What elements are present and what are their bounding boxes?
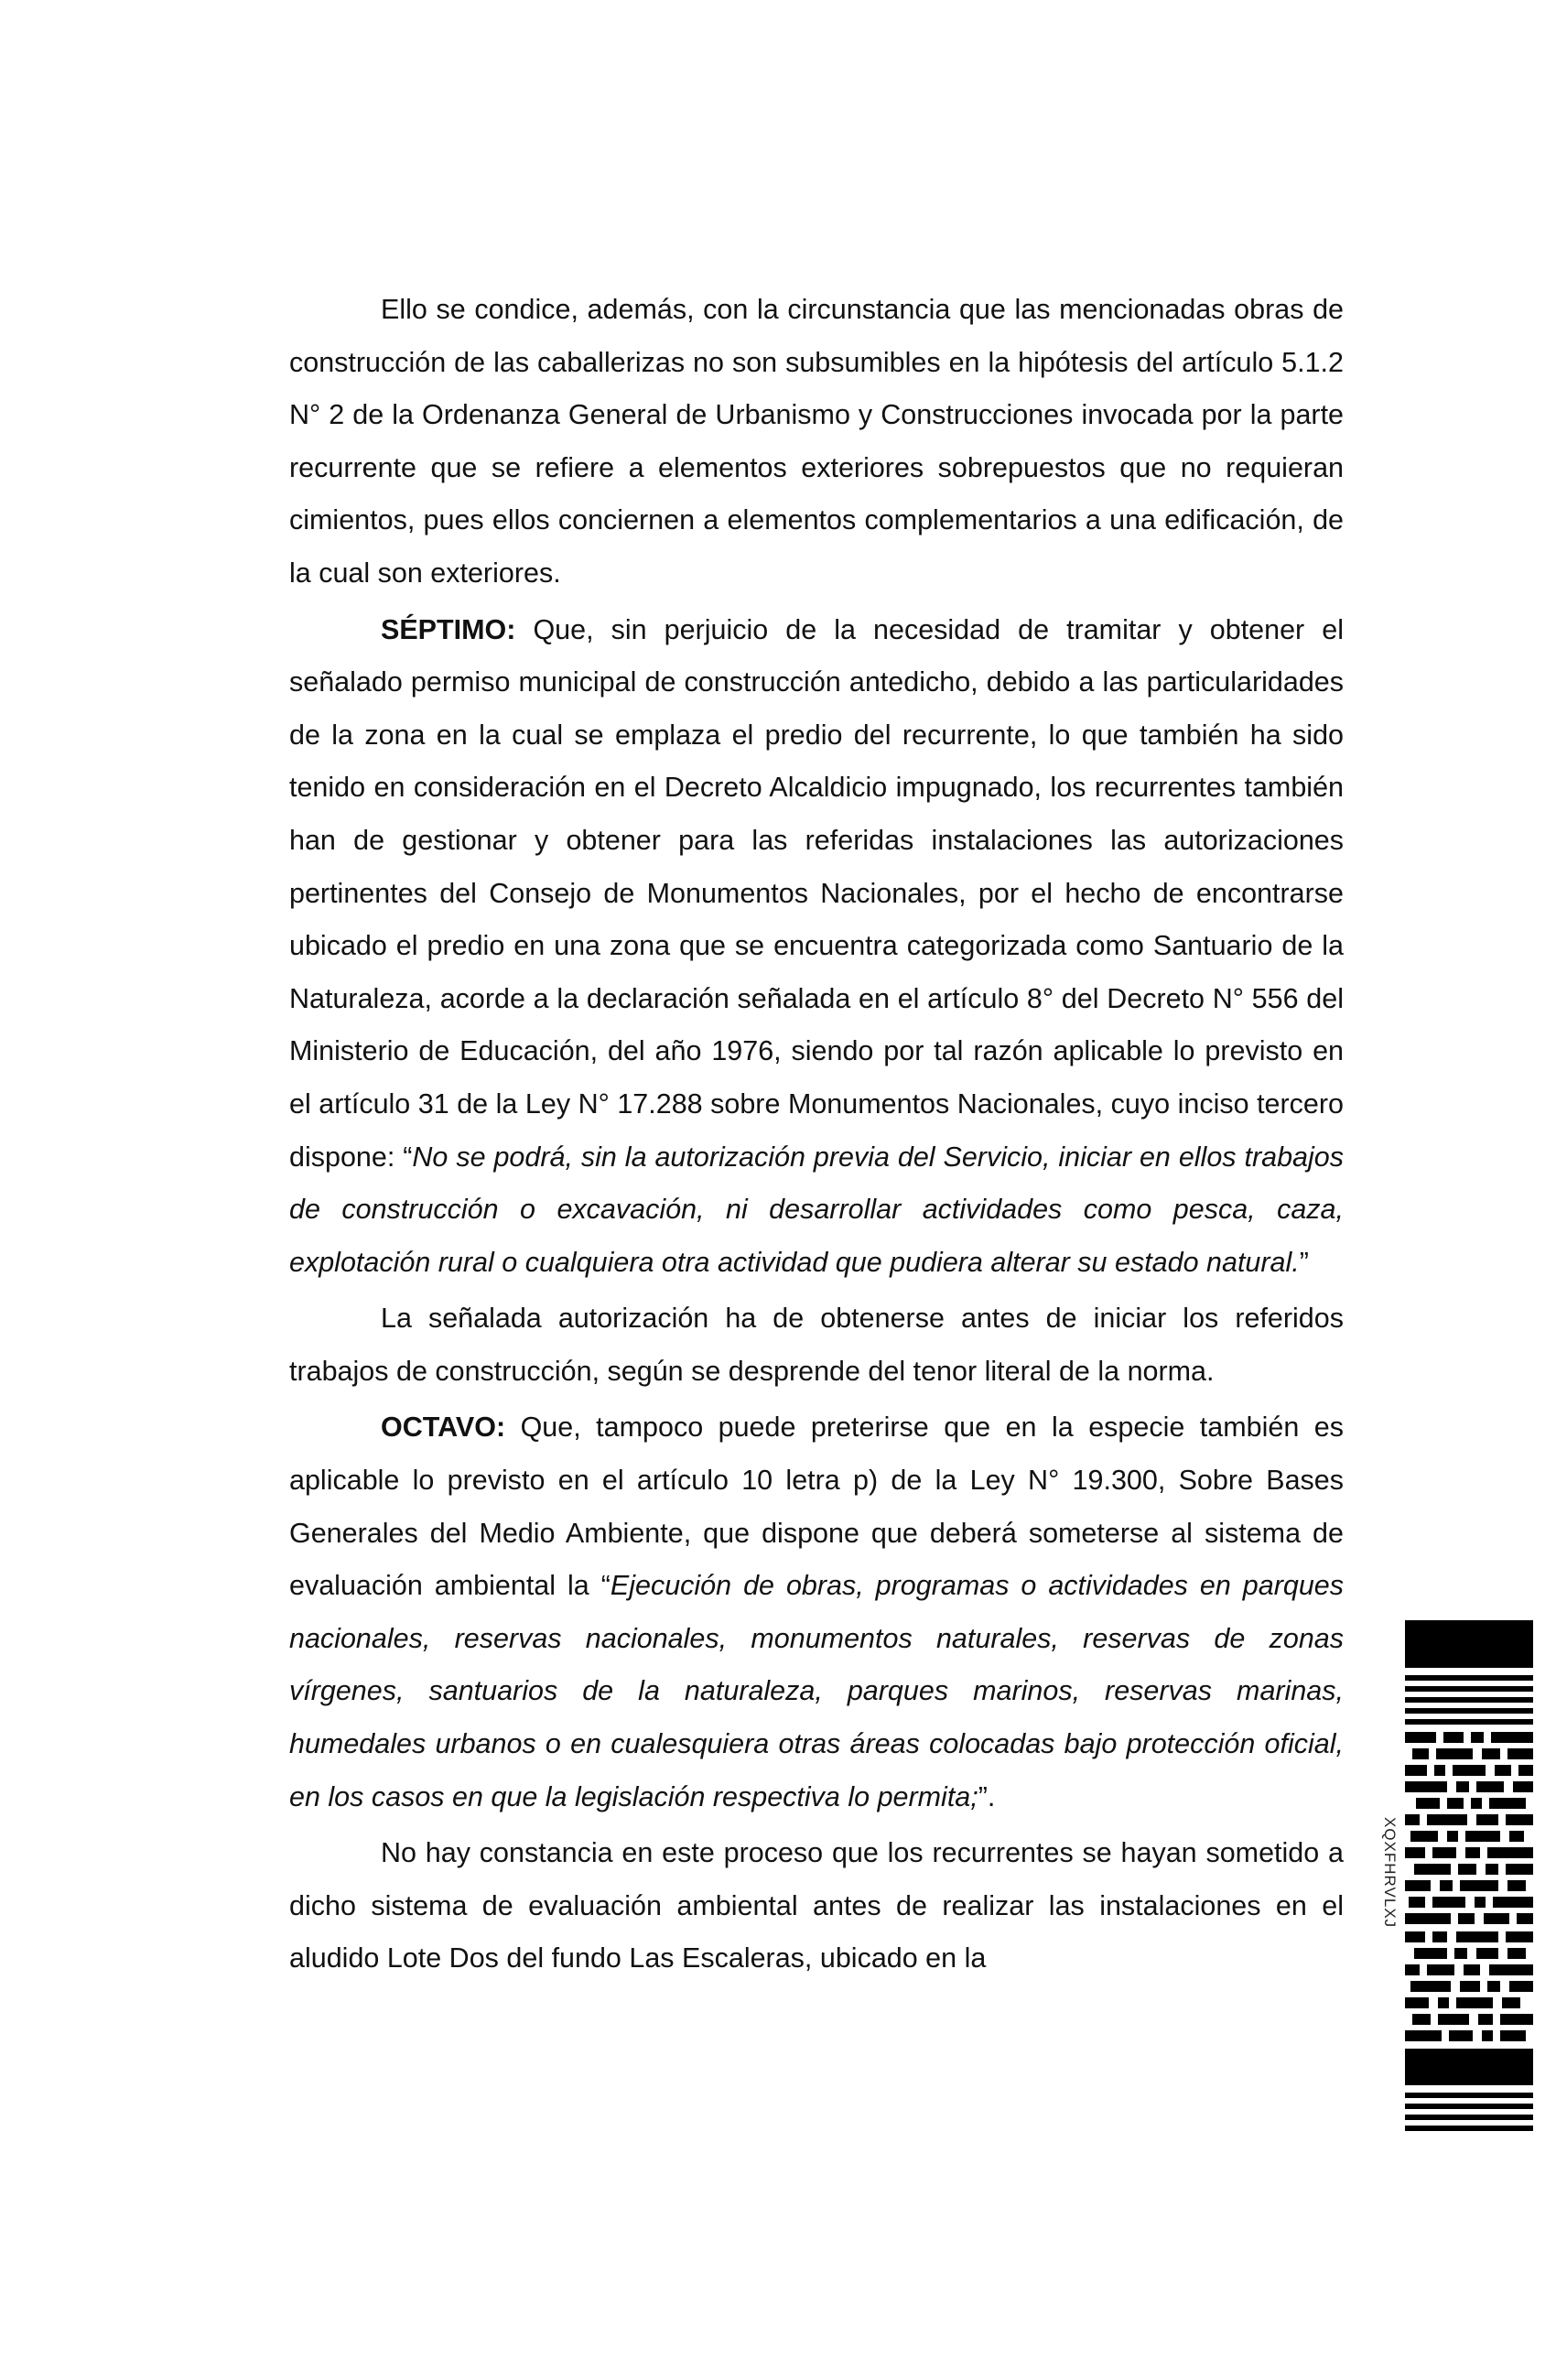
closing-quote: ” — [1299, 1246, 1309, 1278]
document-body — [289, 284, 1344, 1985]
paragraph-text: Que, sin perjuicio de la necesidad de tramitar y obtener el señalado permiso municipal de construcción antedicho, debido a las particularidades de la zona en la cual se emplaza el predio del recurrente, lo que también ha sido tenido en consideración en el Decreto Alcaldicio impugnado, los recurrentes también han de gestionar y obtener para las referidas instalaciones las autorizaciones pertinentes del Consejo de Monumentos Nacionales, por el hecho de encontrarse ubicado el predio en una zona que se encuentra categorizada como Santuario de la Naturaleza, acorde a la declaración señalada en el artículo 8° del Decreto N° 556 del Ministerio de Educación, del año 1976, siendo por tal razón aplicable lo previsto en el artículo 31 de la Ley N° 17.288 sobre Monumentos Nacionales, cuyo inciso tercero dispone: “ — [289, 613, 1344, 1173]
quoted-law-text: Ejecución de obras, programas o actividades en parques nacionales, reservas nacionales, monumentos naturales, reservas de zonas vírgenes, santuarios de la naturaleza, parques marinos, reservas marinas, humedales urbanos o en cualesquiera otras áreas colocadas bajo protección oficial, en los casos en que la legislación respectiva lo permita; — [289, 1570, 1344, 1812]
paragraph-5 — [289, 1827, 1344, 1985]
closing-quote: ”. — [978, 1780, 996, 1812]
barcode-graphic — [1405, 1620, 1533, 2133]
paragraph-3 — [289, 1293, 1344, 1398]
paragraph-text: La señalada autorización ha de obtenerse antes de iniciar los referidos trabajos de construcción, según se desprende del tenor literal de la norma. — [289, 1303, 1344, 1387]
paragraph-text: Ello se condice, además, con la circunstancia que las mencionadas obras de construcción de las caballerizas no son subsumibles en la hipótesis del artículo 5.1.2 N° 2 de la Ordenanza General de Urbanismo y Construcciones invocada por la parte recurrente que se refiere a elementos exteriores sobrepuestos que no requieran cimientos, pues ellos conciernen a elementos complementarios a una edificación, de la cual son exteriores. — [289, 294, 1344, 589]
verification-barcode — [1405, 1620, 1533, 2133]
paragraph-octavo — [289, 1401, 1344, 1823]
verification-code-text: XQXFHRVLXJ — [1381, 1817, 1399, 1929]
paragraph-septimo — [289, 604, 1344, 1290]
paragraph-text: No hay constancia en este proceso que los recurrentes se hayan sometido a dicho sistema de evaluación ambiental antes de realizar las instalaciones en el aludido Lote Dos del fundo Las Escaleras, ubicado en la — [289, 1837, 1344, 1974]
paragraph-text: Que, tampoco puede preterirse que en la especie también es aplicable lo previsto en el artículo 10 letra p) de la Ley N° 19.300, Sobre Bases Generales del Medio Ambiente, que dispone que deberá someterse al sistema de evaluación ambiental la “ — [289, 1412, 1344, 1602]
section-heading: OCTAVO: — [381, 1412, 506, 1444]
section-heading: SÉPTIMO: — [381, 613, 516, 645]
paragraph-1 — [289, 284, 1344, 600]
quoted-law-text: No se podrá, sin la autorización previa del Servicio, iniciar en ellos trabajos de construcción o excavación, ni desarrollar actividades como pesca, caza, explotación rural o cualquiera otra actividad que pudiera alterar su estado natural. — [289, 1141, 1344, 1278]
